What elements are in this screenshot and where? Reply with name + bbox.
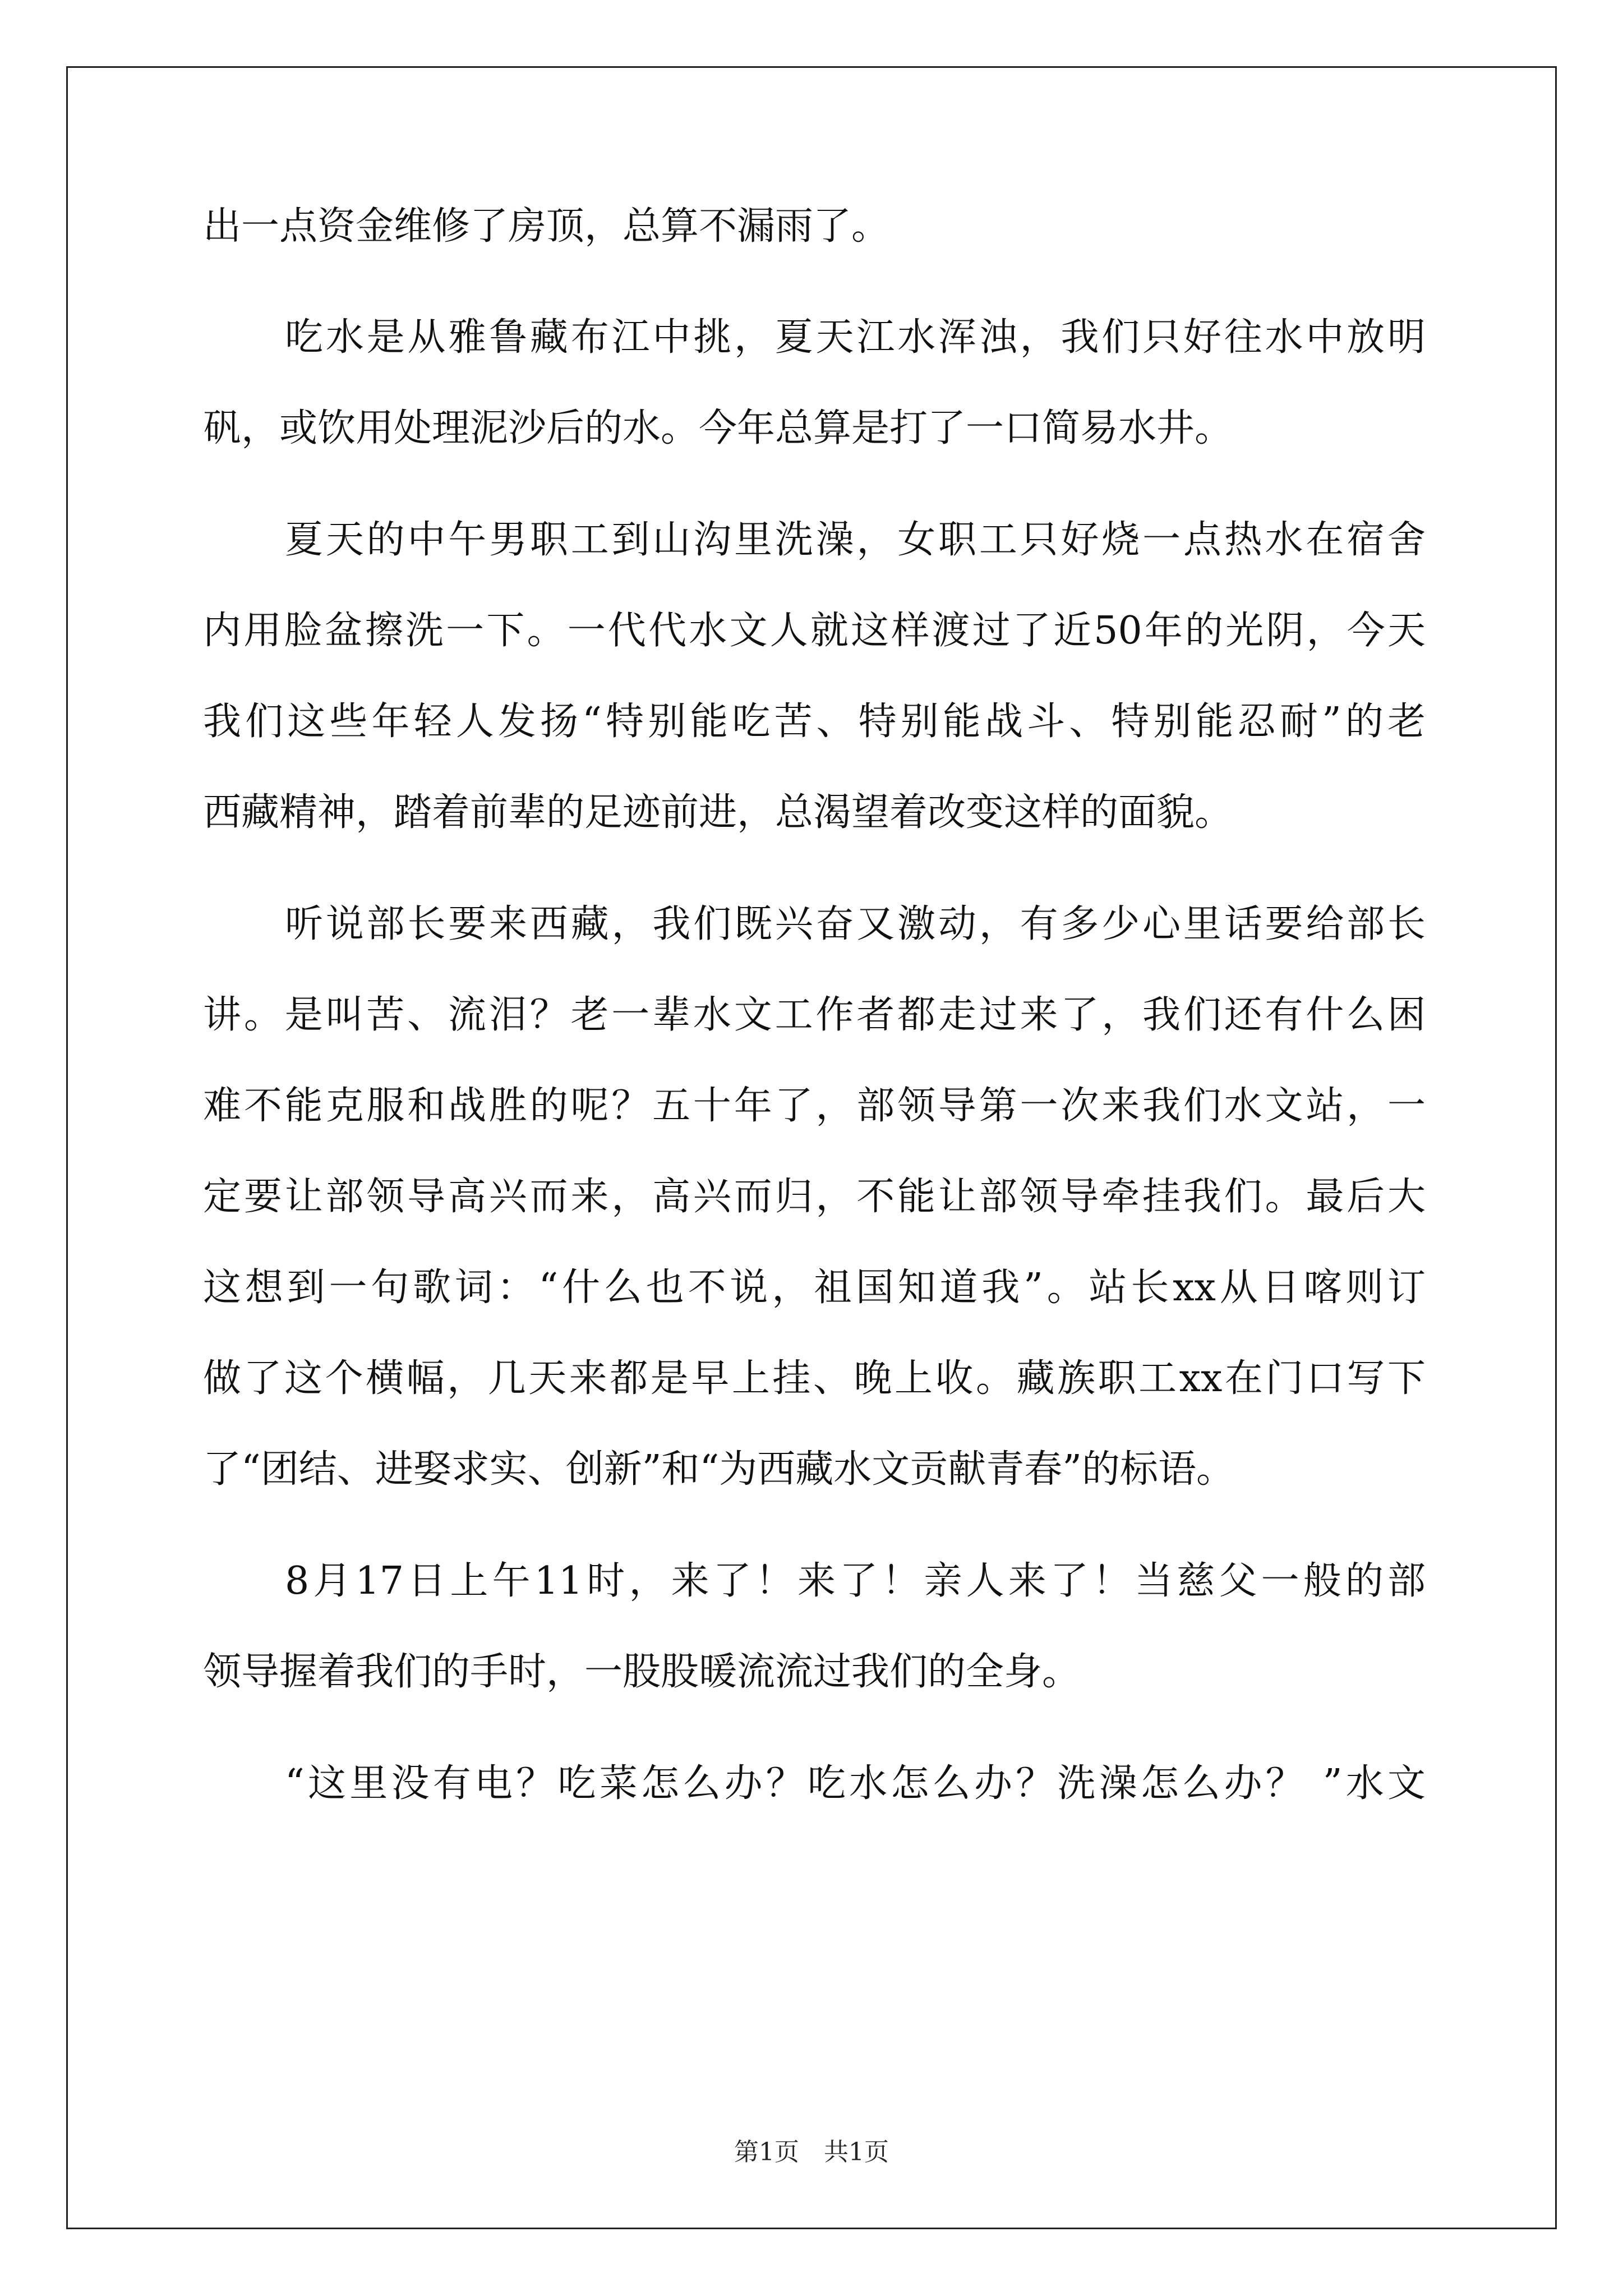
text-line: 难不能克服和战胜的呢？五十年了，部领导第一次来我们水文站，一: [203, 1084, 1426, 1128]
text-line: 领导握着我们的手时，一股股暖流流过我们的全身。: [203, 1650, 1081, 1694]
text-line: 矾，或饮用处理泥沙后的水。今年总算是打了一口简易水井。: [203, 406, 1233, 450]
page-number: 第1页: [734, 2138, 799, 2166]
text-line: 内用脸盆擦洗一下。一代代水文人就这样渡过了近50年的光阴，今天: [203, 609, 1426, 653]
text-line: 了“团结、进娶求实、创新”和“为西藏水文贡献青春”的标语。: [203, 1447, 1235, 1492]
text-line: 这想到一句歌词：“什么也不说，祖国知道我”。站长xx从日喀则订: [203, 1266, 1426, 1310]
page-border: [66, 66, 1557, 2229]
text-line: 出一点资金维修了房顶，总算不漏雨了。: [203, 204, 890, 249]
page-total: 共1页: [824, 2138, 889, 2166]
text-line: 定要让部领导高兴而来，高兴而归，不能让部领导牵挂我们。最后大: [203, 1175, 1426, 1219]
text-line: 吃水是从雅鲁藏布江中挑，夏天江水浑浊，我们只好往水中放明: [285, 315, 1426, 360]
text-line: 做了这个横幅，几天来都是早上挂、晚上收。藏族职工xx在门口写下: [203, 1356, 1426, 1401]
text-line: 听说部长要来西藏，我们既兴奋又激动，有多少心里话要给部长: [285, 902, 1426, 946]
text-line: 西藏精神，踏着前辈的足迹前进，总渴望着改变这样的面貌。: [203, 790, 1233, 835]
text-line: 夏天的中午男职工到山沟里洗澡，女职工只好烧一点热水在宿舍: [285, 518, 1426, 562]
text-line: 我们这些年轻人发扬“特别能吃苦、特别能战斗、特别能忍耐”的老: [203, 700, 1426, 744]
page-footer: [0, 2137, 1623, 2168]
text-line: “这里没有电？吃菜怎么办？吃水怎么办？洗澡怎么办？ ”水文: [285, 1761, 1426, 1806]
text-line: 讲。是叫苦、流泪？老一辈水文工作者都走过来了，我们还有什么困: [203, 993, 1426, 1037]
text-line: 8月17日上午11时，来了！来了！亲人来了！当慈父一般的部: [285, 1559, 1426, 1603]
